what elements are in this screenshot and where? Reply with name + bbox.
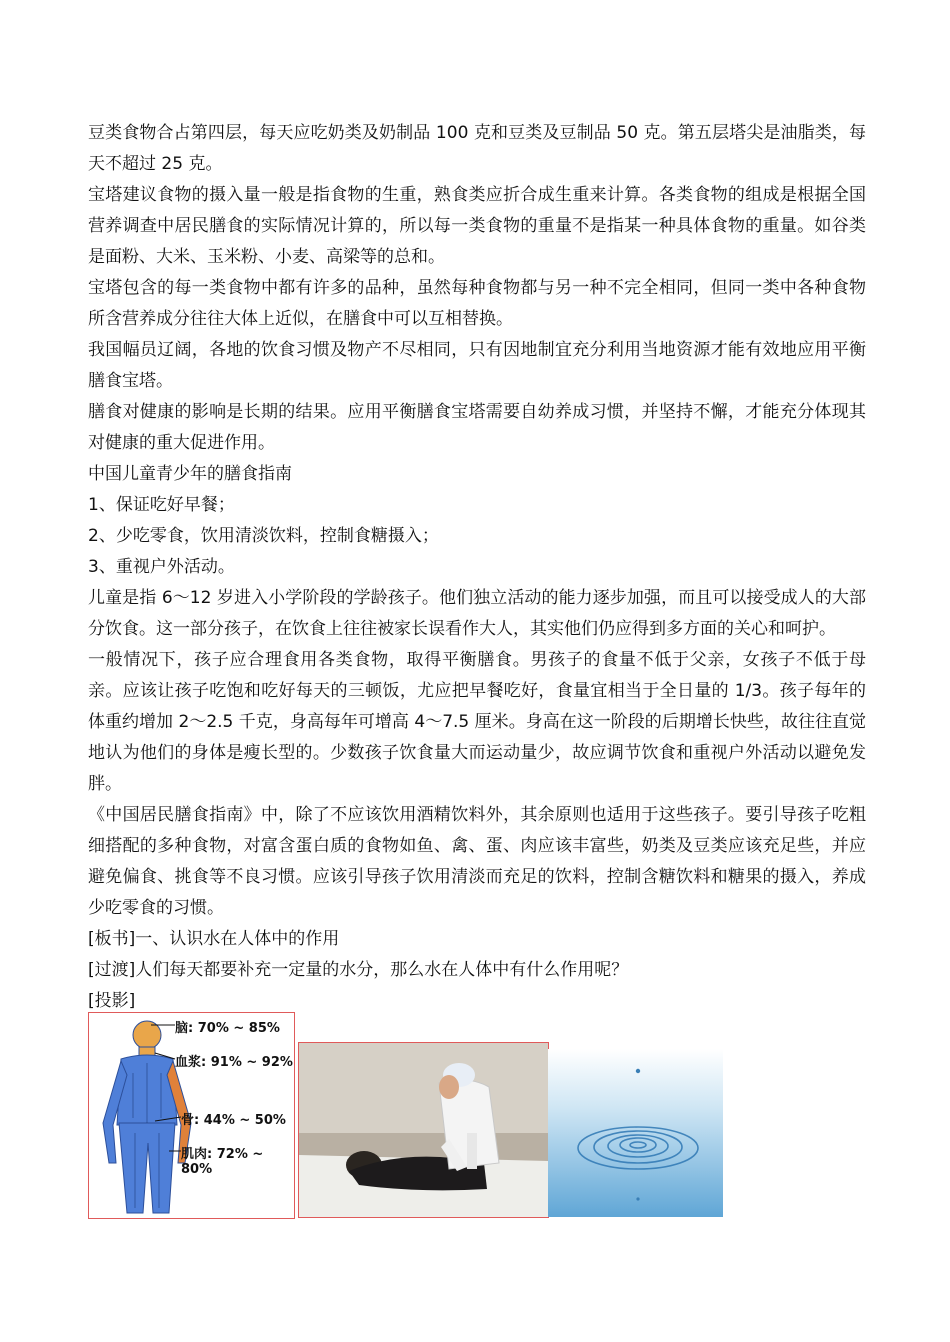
paragraph-7: 一般情况下，孩子应合理食用各类食物，取得平衡膳食。男孩子的食量不低于父亲，女孩子不低于母亲。应该让孩子吃饱和吃好每天的三顿饭，尤应把早餐吃好，食量宜相当于全日量的 1/3。孩子每年的体重约增加 2～2.5 千克，身高每年可增高 4～7.5 厘米。身高在这一阶段的后期增长快些，故往往直觉地认为他们的身体是瘦长型的。少数孩子饮食量大而运动量少，故应调节饮食和重视户外活动以避免发胖。 [88, 650, 866, 794]
water-ripple-photo [548, 1049, 723, 1217]
brain-label: 脑: 70% ~ 85% [175, 1021, 280, 1036]
list-item: 3、重视户外活动。 [88, 557, 235, 577]
paragraph-8: 《中国居民膳食指南》中，除了不应该饮用酒精饮料外，其余原则也适用于这些孩子。要引导孩子吃粗细搭配的多种食物，对富含蛋白质的食物如鱼、禽、蛋、肉应该丰富些，奶类及豆类应该充足些，并应避免偏食、挑食等不良习惯。应该引导孩子饮用清淡而充足的饮料，控制含糖饮料和糖果的摄入，养成少吃零食的习惯。 [88, 805, 866, 918]
bone-label: 骨: 44% ~ 50% [181, 1113, 286, 1128]
paragraph-3: 宝塔包含的每一类食物中都有许多的品种，虽然每种食物都与另一种不完全相同，但同一类中各种食物所含营养成分往往大体上近似，在膳食中可以互相替换。 [88, 278, 866, 329]
paragraph-6: 儿童是指 6～12 岁进入小学阶段的学龄孩子。他们独立活动的能力逐步加强，而且可以接受成人的大部分饮食。这一部分孩子，在饮食上往往被家长误看作大人，其实他们仍应得到多方面的关心和呵护。 [88, 588, 866, 639]
list-item: 2、少吃零食，饮用清淡饮料，控制食糖摄入； [88, 526, 439, 546]
document-body [88, 118, 866, 1017]
doctor-patient-illustration [299, 1043, 548, 1217]
section-heading: 中国儿童青少年的膳食指南 [88, 464, 292, 484]
paragraph-5: 膳食对健康的影响是长期的结果。应用平衡膳食宝塔需要自幼养成习惯，并坚持不懈，才能充分体现其对健康的重大促进作用。 [88, 402, 866, 453]
transition-note: [过渡]人们每天都要补充一定量的水分，那么水在人体中有什么作用呢？ [88, 960, 629, 980]
paragraph-1: 豆类食物合占第四层，每天应吃奶类及奶制品 100 克和豆类及豆制品 50 克。第五层塔尖是油脂类，每天不超过 25 克。 [88, 123, 866, 174]
muscle-label: 肌肉: 72% ~ 80% [181, 1147, 264, 1177]
list-item: 1、保证吃好早餐； [88, 495, 235, 515]
board-note: [板书]一、认识水在人体中的作用 [88, 929, 340, 949]
water-ripple-illustration [548, 1049, 723, 1217]
paragraph-2: 宝塔建议食物的摄入量一般是指食物的生重，熟食类应折合成生重来计算。各类食物的组成是根据全国营养调查中居民膳食的实际情况计算的，所以每一类食物的重量不是指某一种具体食物的重量。如谷类是面粉、大米、玉米粉、小麦、高梁等的总和。 [88, 185, 866, 267]
projection-note: [投影] [88, 991, 136, 1011]
body-water-figure [88, 1012, 295, 1219]
plasma-label: 血浆: 91% ~ 92% [175, 1055, 293, 1070]
doctor-patient-photo [298, 1042, 549, 1218]
figure-row [88, 1012, 728, 1218]
paragraph-4: 我国幅员辽阔，各地的饮食习惯及物产不尽相同，只有因地制宜充分利用当地资源才能有效地应用平衡膳食宝塔。 [88, 340, 866, 391]
